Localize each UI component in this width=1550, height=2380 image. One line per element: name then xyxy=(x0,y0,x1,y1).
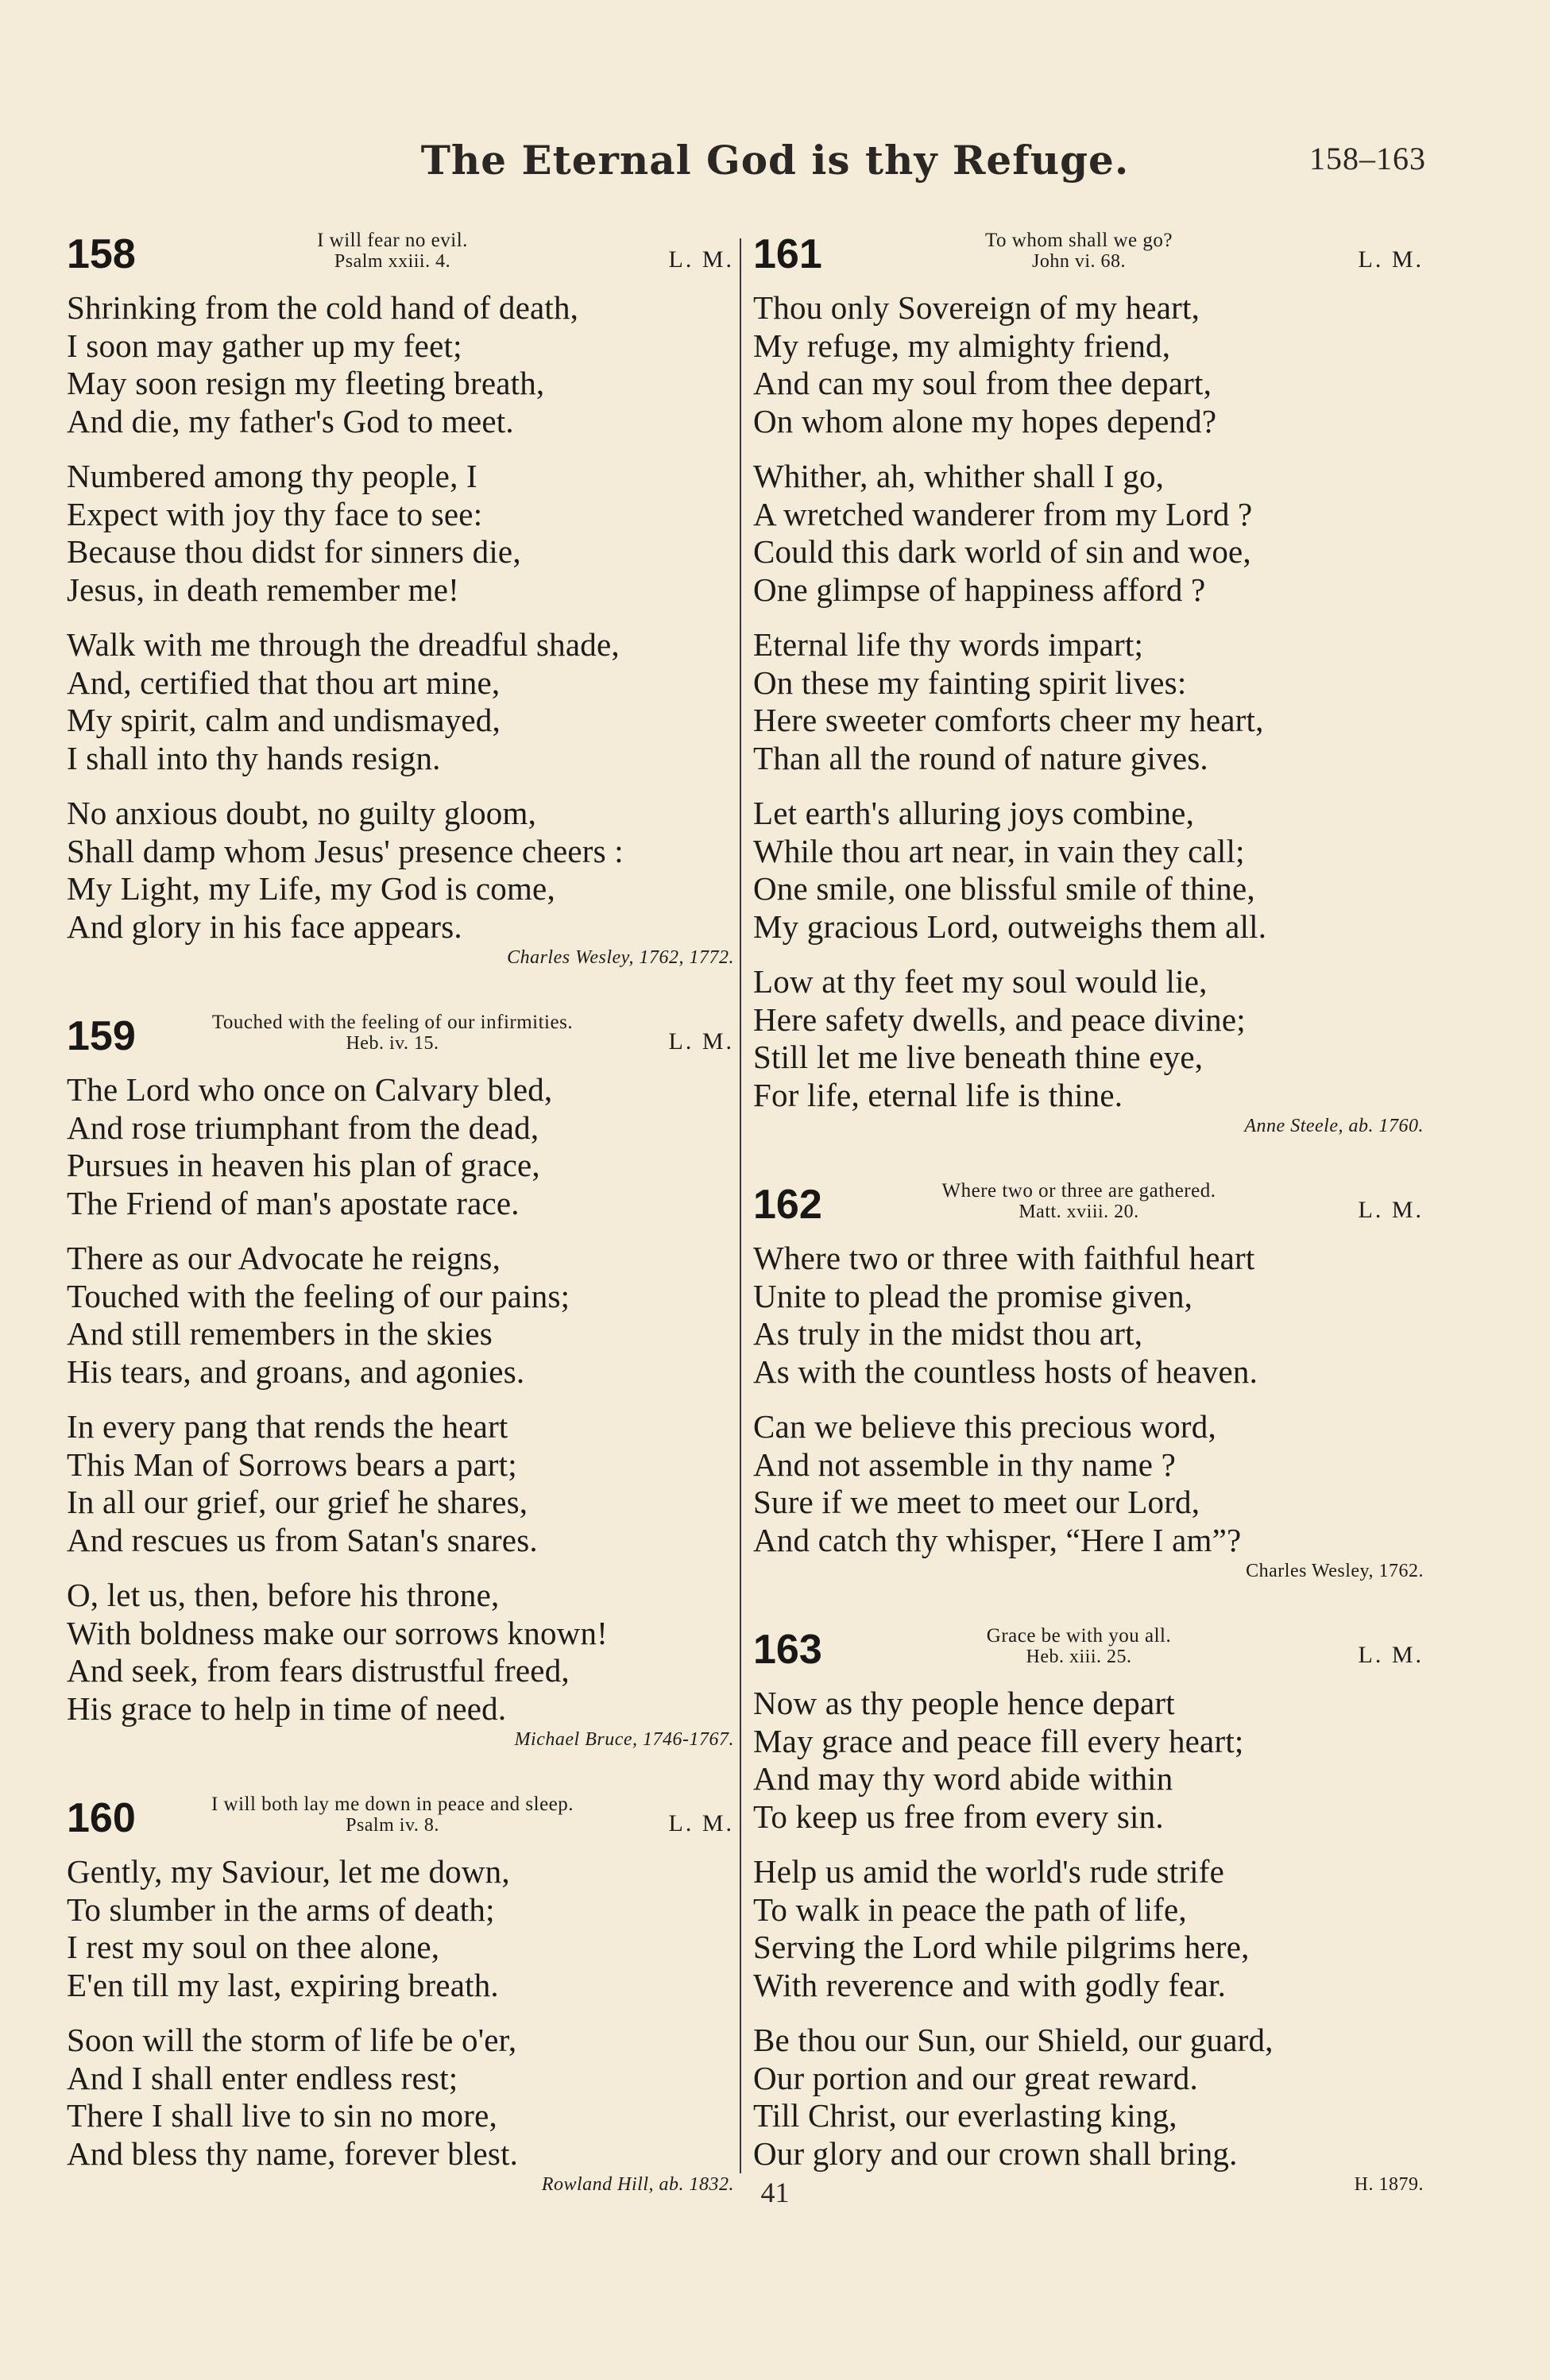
verse-line: With boldness make our sorrows known! xyxy=(67,1614,609,1651)
hymn-number: 162 xyxy=(753,1182,822,1228)
meter: L. M. xyxy=(1358,246,1424,273)
stanza xyxy=(753,1853,1424,2004)
hymn-heading xyxy=(753,230,1424,289)
verse-line: Now as thy people hence depart xyxy=(753,1685,1175,1721)
verse-line: Where two or three with faithful heart xyxy=(753,1240,1255,1276)
verse-line: Numbered among thy people, I xyxy=(67,458,477,494)
hymn-number-range: 158–163 xyxy=(1309,141,1426,176)
stanza xyxy=(753,289,1424,440)
stanza xyxy=(67,289,734,440)
verse-line: Serving the Lord while pilgrims here, xyxy=(753,1929,1250,1965)
stanza xyxy=(67,1408,734,1559)
verse-line: Whither, ah, whither shall I go, xyxy=(753,458,1165,494)
stanza xyxy=(753,1240,1424,1391)
meter: L. M. xyxy=(1358,1642,1424,1668)
verse-line: For life, eternal life is thine. xyxy=(753,1076,1123,1113)
verse-line: My spirit, calm and undismayed, xyxy=(67,702,501,738)
author-attribution: H. 1879. xyxy=(1354,2174,1424,2195)
right-column xyxy=(753,230,1424,2195)
verse-line: Soon will the storm of life be o'er, xyxy=(67,2022,517,2058)
verse-line: The Lord who once on Calvary bled, xyxy=(67,1071,553,1108)
hymn-heading xyxy=(67,230,734,289)
hymn-number: 161 xyxy=(753,231,822,277)
verse-line: To walk in peace the path of life, xyxy=(753,1890,1187,1928)
author-attribution: Anne Steele, ab. 1760. xyxy=(1244,1116,1424,1136)
hymn-number: 158 xyxy=(67,231,136,277)
verse-line: Here sweeter comforts cheer my heart, xyxy=(753,702,1264,738)
verse-line: Pursues in heaven his plan of grace, xyxy=(67,1147,540,1183)
hymn-heading xyxy=(753,1181,1424,1240)
verse-line: Walk with me through the dreadful shade, xyxy=(67,626,620,663)
stanza xyxy=(753,1408,1424,1559)
verse-line: And still remembers in the skies xyxy=(67,1315,493,1352)
verse-line: And rescues us from Satan's snares. xyxy=(67,1521,538,1558)
verse-line: Could this dark world of sin and woe, xyxy=(753,533,1251,570)
verse-line: A wretched wanderer from my Lord ? xyxy=(753,495,1253,532)
hymn-title-block xyxy=(872,1181,1285,1222)
hymn-text-title: Where two or three are gathered. xyxy=(941,1180,1216,1202)
verse-line: Let earth's alluring joys combine, xyxy=(753,795,1195,831)
hymn-text-title: I will fear no evil. xyxy=(317,230,468,251)
stanza xyxy=(67,1240,734,1391)
meter: L. M. xyxy=(668,1810,734,1836)
verse-line: And die, my father's God to meet. xyxy=(67,402,514,439)
page-number: 41 xyxy=(760,2177,790,2208)
verse-line: And seek, from fears distrustful freed, xyxy=(67,1652,570,1689)
verse-line: Sure if we meet to meet our Lord, xyxy=(753,1484,1200,1520)
stanza xyxy=(753,963,1424,1114)
verse-line: No anxious doubt, no guilty gloom, xyxy=(67,795,537,831)
scripture-reference: Psalm iv. 8. xyxy=(346,1815,439,1836)
verse-line: Thou only Sovereign of my heart, xyxy=(753,289,1200,326)
verse-line: To slumber in the arms of death; xyxy=(67,1890,495,1928)
hymn-number: 159 xyxy=(67,1013,136,1059)
author-attribution: Charles Wesley, 1762, 1772. xyxy=(507,947,734,968)
verse-line: My gracious Lord, outweighs them all. xyxy=(753,907,1267,945)
verse-line: And can my soul from thee depart, xyxy=(753,365,1212,401)
author-attribution: Rowland Hill, ab. 1832. xyxy=(541,2174,734,2195)
verse-line: Our glory and our crown shall bring. xyxy=(753,2134,1238,2172)
scripture-reference: Heb. xiii. 25. xyxy=(1026,1647,1132,1667)
verse-line: His tears, and groans, and agonies. xyxy=(67,1353,525,1390)
verse-line: Our portion and our great reward. xyxy=(753,2059,1198,2096)
verse-line: Be thou our Sun, our Shield, our guard, xyxy=(753,2022,1274,2058)
hymn-text-title: To whom shall we go? xyxy=(985,230,1173,251)
verse-line: Gently, my Saviour, let me down, xyxy=(67,1853,510,1890)
verse-line: Jesus, in death remember me! xyxy=(67,571,460,608)
scripture-reference: Matt. xviii. 20. xyxy=(1019,1202,1139,1222)
verse-line: On these my fainting spirit lives: xyxy=(753,664,1187,701)
verse-line: Eternal life thy words impart; xyxy=(753,626,1144,663)
stanza xyxy=(67,1071,734,1222)
verse-line: I rest my soul on thee alone, xyxy=(67,1929,440,1965)
hymn-title-block xyxy=(186,230,599,272)
hymn-title-block xyxy=(186,1012,599,1054)
verse-line: Till Christ, our everlasting king, xyxy=(753,2097,1177,2134)
scripture-reference: Psalm xxiii. 4. xyxy=(334,251,451,272)
verse-line: And glory in his face appears. xyxy=(67,907,462,945)
verse-line: The Friend of man's apostate race. xyxy=(67,1184,520,1221)
column-divider xyxy=(740,238,741,2173)
verse-line: And not assemble in thy name ? xyxy=(753,1445,1177,1483)
verse-line: And catch thy whisper, “Here I am”? xyxy=(753,1521,1242,1558)
hymn-162 xyxy=(753,1181,1424,1581)
verse-line: In all our grief, our grief he shares, xyxy=(67,1484,528,1520)
hymn-number: 163 xyxy=(753,1627,822,1673)
stanza xyxy=(67,1853,734,2004)
hymn-title-block xyxy=(872,230,1285,272)
hymn-163 xyxy=(753,1626,1424,2195)
hymn-158 xyxy=(67,230,734,968)
hymn-text-title: Touched with the feeling of our infirmities. xyxy=(211,1012,574,1033)
stanza xyxy=(67,458,734,609)
hymn-heading xyxy=(753,1626,1424,1685)
verse-line: One smile, one blissful smile of thine, xyxy=(753,870,1255,907)
meter: L. M. xyxy=(668,246,734,273)
hymn-160 xyxy=(67,1794,734,2195)
verse-line: Touched with the feeling of our pains; xyxy=(67,1277,570,1314)
stanza xyxy=(67,795,734,946)
meter: L. M. xyxy=(668,1028,734,1055)
hymn-title-block xyxy=(872,1626,1285,1667)
verse-line: His grace to help in time of need. xyxy=(67,1689,507,1727)
verse-line: My Light, my Life, my God is come, xyxy=(67,870,555,907)
page-running-title: The Eternal God is thy Refuge. xyxy=(420,137,1130,184)
author-attribution: Charles Wesley, 1762. xyxy=(1246,1561,1424,1581)
verse-line: To keep us free from every sin. xyxy=(753,1798,1164,1835)
scripture-reference: John vi. 68. xyxy=(1031,251,1126,272)
verse-line: Expect with joy thy face to see: xyxy=(67,495,483,532)
verse-line: Shall damp whom Jesus' presence cheers : xyxy=(67,832,624,869)
verse-line: May grace and peace fill every heart; xyxy=(753,1722,1244,1759)
verse-line: I shall into thy hands resign. xyxy=(67,739,441,776)
verse-line: O, let us, then, before his throne, xyxy=(67,1577,500,1613)
verse-line: Can we believe this precious word, xyxy=(753,1408,1216,1445)
verse-line: This Man of Sorrows bears a part; xyxy=(67,1445,517,1483)
stanza xyxy=(67,1577,734,1728)
stanza xyxy=(753,626,1424,777)
verse-line: E'en till my last, expiring breath. xyxy=(67,1966,499,2003)
verse-line: And, certified that thou art mine, xyxy=(67,664,501,701)
verse-line: There as our Advocate he reigns, xyxy=(67,1240,501,1276)
verse-line: May soon resign my fleeting breath, xyxy=(67,365,545,401)
verse-line: And I shall enter endless rest; xyxy=(67,2059,458,2096)
verse-line: And bless thy name, forever blest. xyxy=(67,2134,519,2172)
hymn-159 xyxy=(67,1012,734,1750)
stanza xyxy=(753,458,1424,609)
verse-line: I soon may gather up my feet; xyxy=(67,327,462,364)
verse-line: My refuge, my almighty friend, xyxy=(753,327,1171,364)
stanza xyxy=(753,795,1424,946)
verse-line: And may thy word abide within xyxy=(753,1760,1173,1797)
author-attribution: Michael Bruce, 1746-1767. xyxy=(514,1729,734,1750)
verse-line: With reverence and with godly fear. xyxy=(753,1966,1227,2003)
left-column xyxy=(67,230,734,2195)
verse-line: And rose triumphant from the dead, xyxy=(67,1109,539,1146)
hymn-number: 160 xyxy=(67,1795,136,1841)
meter: L. M. xyxy=(1358,1197,1424,1223)
verse-line: There I shall live to sin no more, xyxy=(67,2097,497,2134)
verse-line: As truly in the midst thou art, xyxy=(753,1315,1143,1352)
stanza xyxy=(753,1685,1424,1836)
verse-line: Help us amid the world's rude strife xyxy=(753,1853,1225,1890)
hymn-heading xyxy=(67,1794,734,1853)
hymn-161 xyxy=(753,230,1424,1136)
verse-line: As with the countless hosts of heaven. xyxy=(753,1353,1258,1390)
verse-line: Because thou didst for sinners die, xyxy=(67,533,521,570)
stanza xyxy=(67,2022,734,2173)
hymn-text-title: Grace be with you all. xyxy=(986,1625,1172,1647)
verse-line: Low at thy feet my soul would lie, xyxy=(753,963,1208,1000)
verse-line: Here safety dwells, and peace divine; xyxy=(753,1000,1246,1038)
stanza xyxy=(753,2022,1424,2173)
hymn-heading xyxy=(67,1012,734,1071)
verse-line: On whom alone my hopes depend? xyxy=(753,402,1217,439)
verse-line: Than all the round of nature gives. xyxy=(753,739,1208,776)
verse-line: In every pang that rends the heart xyxy=(67,1408,508,1445)
verse-line: Shrinking from the cold hand of death, xyxy=(67,289,579,326)
hymn-text-title: I will both lay me down in peace and sleep. xyxy=(211,1794,574,1815)
verse-line: One glimpse of happiness afford ? xyxy=(753,571,1206,608)
scripture-reference: Heb. iv. 15. xyxy=(346,1033,439,1054)
verse-line: Still let me live beneath thine eye, xyxy=(753,1039,1204,1075)
hymn-title-block xyxy=(186,1794,599,1836)
verse-line: While thou art near, in vain they call; xyxy=(753,832,1245,869)
stanza xyxy=(67,626,734,777)
verse-line: Unite to plead the promise given, xyxy=(753,1277,1193,1314)
